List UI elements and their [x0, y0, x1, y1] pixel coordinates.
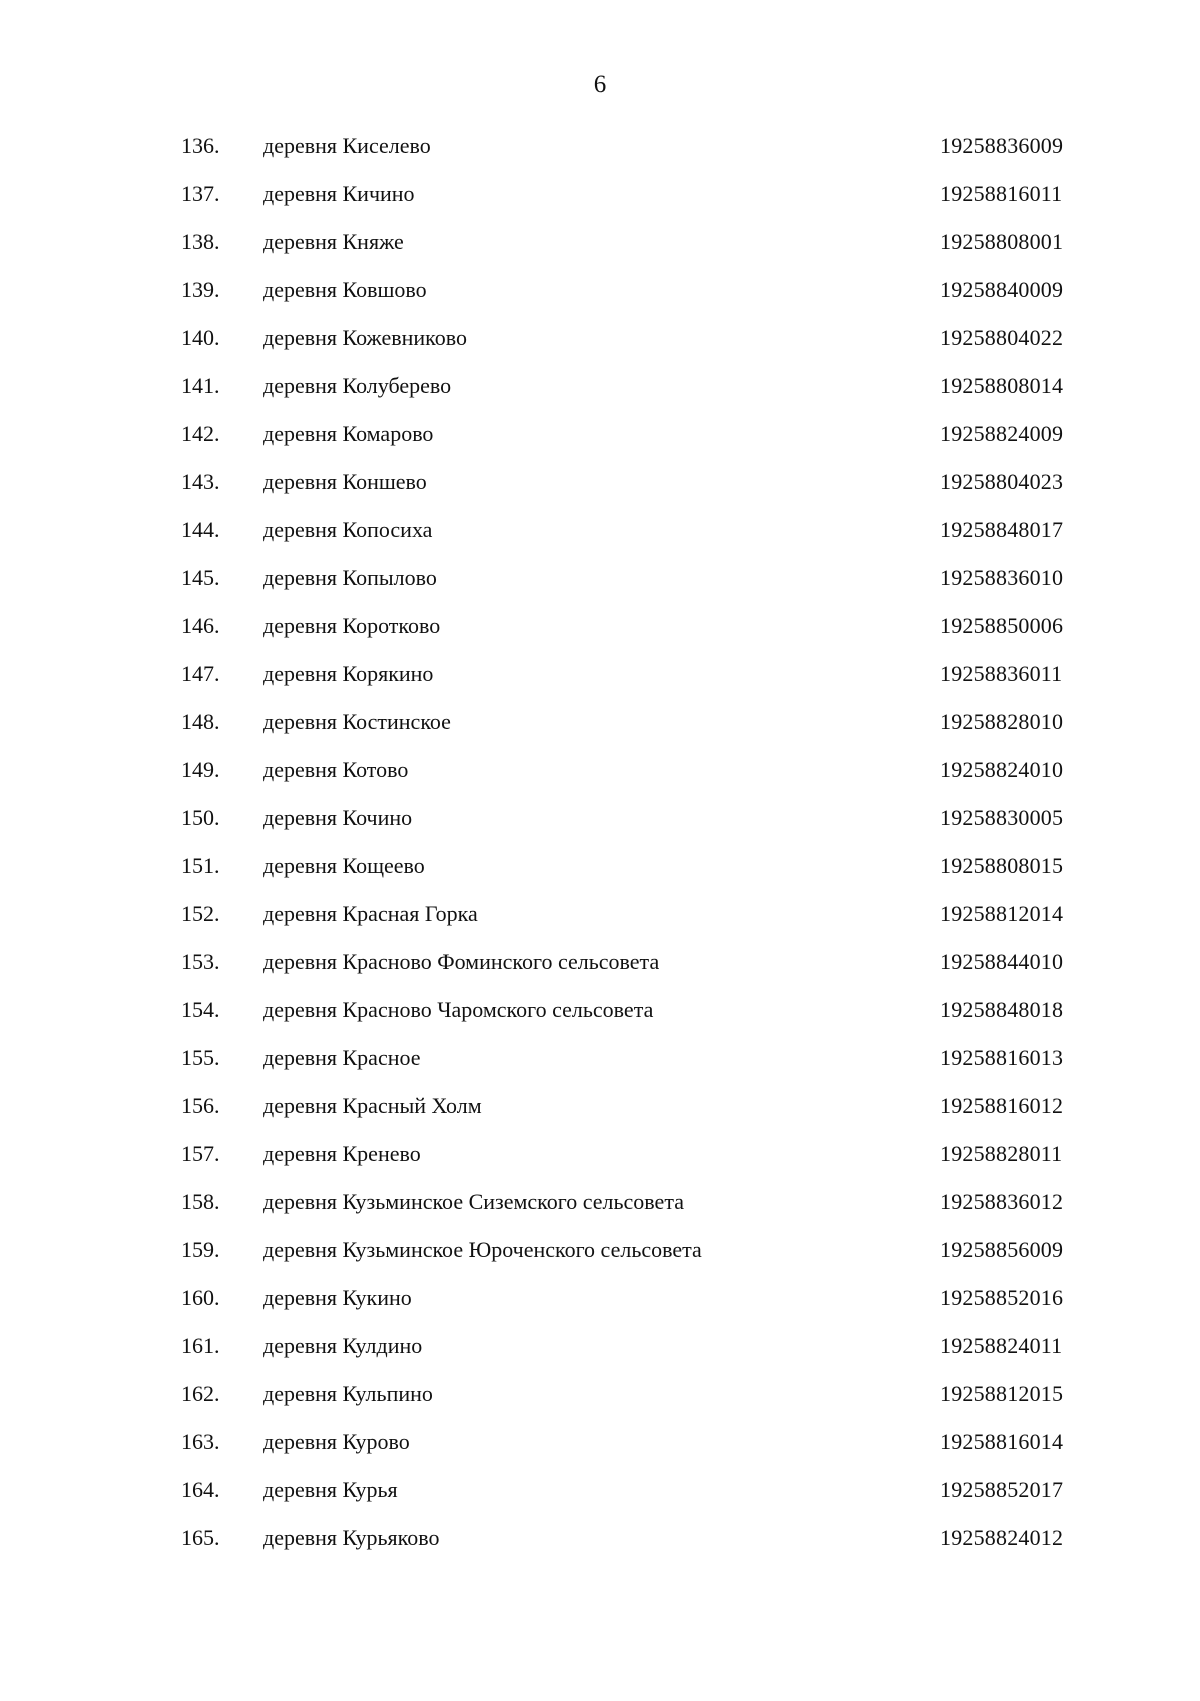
list-row: [0, 707, 1200, 755]
settlement-name: деревня Кренево: [263, 1141, 421, 1166]
oktmo-code: 19258840009: [940, 277, 1064, 302]
row-number: 158.: [181, 1189, 220, 1214]
list-row: [0, 1379, 1200, 1427]
row-number: 154.: [181, 997, 220, 1022]
list-row: [0, 659, 1200, 707]
oktmo-code: 19258852016: [940, 1285, 1064, 1310]
row-number: 139.: [181, 277, 220, 302]
oktmo-code: 19258812015: [940, 1381, 1064, 1406]
settlement-name: деревня Кочино: [263, 805, 413, 830]
settlement-list: [0, 131, 1200, 1571]
settlement-name: деревня Копосиха: [263, 517, 433, 542]
list-row: [0, 1427, 1200, 1475]
settlement-name: деревня Копылово: [263, 565, 437, 590]
list-row: [0, 275, 1200, 323]
list-row: [0, 1523, 1200, 1571]
list-row: [0, 1235, 1200, 1283]
list-row: [0, 851, 1200, 899]
oktmo-code: 19258850006: [940, 613, 1064, 638]
settlement-name: деревня Кулдино: [263, 1333, 423, 1358]
list-row: [0, 803, 1200, 851]
oktmo-code: 19258830005: [940, 805, 1064, 830]
settlement-name: деревня Котово: [263, 757, 409, 782]
row-number: 147.: [181, 661, 220, 686]
oktmo-code: 19258828010: [940, 709, 1064, 734]
oktmo-code: 19258824009: [940, 421, 1064, 446]
settlement-name: деревня Красное: [263, 1045, 421, 1070]
row-number: 150.: [181, 805, 220, 830]
oktmo-code: 19258804022: [940, 325, 1064, 350]
page-number: 6: [593, 71, 607, 98]
settlement-name: деревня Курово: [263, 1429, 410, 1454]
row-number: 156.: [181, 1093, 220, 1118]
oktmo-code: 19258848017: [940, 517, 1064, 542]
settlement-name: деревня Корякино: [263, 661, 434, 686]
list-row: [0, 1091, 1200, 1139]
settlement-name: деревня Коротково: [263, 613, 441, 638]
row-number: 161.: [181, 1333, 220, 1358]
list-row: [0, 563, 1200, 611]
oktmo-code: 19258812014: [940, 901, 1064, 926]
list-row: [0, 899, 1200, 947]
oktmo-code: 19258844010: [940, 949, 1064, 974]
list-row: [0, 467, 1200, 515]
list-row: [0, 995, 1200, 1043]
list-row: [0, 179, 1200, 227]
settlement-name: деревня Красново Чаромского сельсовета: [263, 997, 654, 1022]
row-number: 143.: [181, 469, 220, 494]
oktmo-code: 19258816011: [940, 181, 1063, 206]
settlement-name: деревня Коншево: [263, 469, 427, 494]
oktmo-code: 19258816013: [940, 1045, 1064, 1070]
oktmo-code: 19258808001: [940, 229, 1064, 254]
settlement-name: деревня Красная Горка: [263, 901, 478, 926]
settlement-name: деревня Колуберево: [263, 373, 452, 398]
list-row: [0, 515, 1200, 563]
settlement-name: деревня Кичино: [263, 181, 415, 206]
row-number: 145.: [181, 565, 220, 590]
list-row: [0, 131, 1200, 179]
oktmo-code: 19258824011: [940, 1333, 1063, 1358]
settlement-name: деревня Кожевниково: [263, 325, 467, 350]
settlement-name: деревня Княже: [263, 229, 404, 254]
list-row: [0, 611, 1200, 659]
list-row: [0, 1187, 1200, 1235]
settlement-name: деревня Красново Фоминского сельсовета: [263, 949, 660, 974]
oktmo-code: 19258828011: [940, 1141, 1063, 1166]
row-number: 162.: [181, 1381, 220, 1406]
list-row: [0, 323, 1200, 371]
oktmo-code: 19258836012: [940, 1189, 1064, 1214]
settlement-name: деревня Красный Холм: [263, 1093, 482, 1118]
oktmo-code: 19258816012: [940, 1093, 1064, 1118]
row-number: 159.: [181, 1237, 220, 1262]
row-number: 151.: [181, 853, 220, 878]
row-number: 146.: [181, 613, 220, 638]
settlement-name: деревня Киселево: [263, 133, 431, 158]
list-row: [0, 1475, 1200, 1523]
oktmo-code: 19258816014: [940, 1429, 1064, 1454]
settlement-name: деревня Кощеево: [263, 853, 425, 878]
row-number: 149.: [181, 757, 220, 782]
row-number: 141.: [181, 373, 220, 398]
list-row: [0, 1043, 1200, 1091]
settlement-name: деревня Курьяково: [263, 1525, 440, 1550]
settlement-name: деревня Ковшово: [263, 277, 427, 302]
row-number: 148.: [181, 709, 220, 734]
row-number: 140.: [181, 325, 220, 350]
row-number: 164.: [181, 1477, 220, 1502]
list-row: [0, 755, 1200, 803]
row-number: 136.: [181, 133, 220, 158]
row-number: 138.: [181, 229, 220, 254]
row-number: 144.: [181, 517, 220, 542]
row-number: 142.: [181, 421, 220, 446]
list-row: [0, 419, 1200, 467]
oktmo-code: 19258804023: [940, 469, 1064, 494]
settlement-name: деревня Костинское: [263, 709, 451, 734]
settlement-name: деревня Курья: [263, 1477, 398, 1502]
oktmo-code: 19258808015: [940, 853, 1064, 878]
settlement-name: деревня Кукино: [263, 1285, 412, 1310]
oktmo-code: 19258836010: [940, 565, 1064, 590]
oktmo-code: 19258824012: [940, 1525, 1064, 1550]
list-row: [0, 947, 1200, 995]
list-row: [0, 1331, 1200, 1379]
settlement-name: деревня Кузьминское Сиземского сельсовета: [263, 1189, 684, 1214]
row-number: 153.: [181, 949, 220, 974]
settlement-name: деревня Комарово: [263, 421, 434, 446]
row-number: 160.: [181, 1285, 220, 1310]
oktmo-code: 19258836009: [940, 133, 1064, 158]
row-number: 152.: [181, 901, 220, 926]
oktmo-code: 19258808014: [940, 373, 1064, 398]
row-number: 165.: [181, 1525, 220, 1550]
row-number: 155.: [181, 1045, 220, 1070]
oktmo-code: 19258836011: [940, 661, 1063, 686]
list-row: [0, 227, 1200, 275]
settlement-name: деревня Кульпино: [263, 1381, 433, 1406]
list-row: [0, 371, 1200, 419]
oktmo-code: 19258856009: [940, 1237, 1064, 1262]
row-number: 157.: [181, 1141, 220, 1166]
list-row: [0, 1139, 1200, 1187]
row-number: 137.: [181, 181, 220, 206]
oktmo-code: 19258852017: [940, 1477, 1064, 1502]
list-row: [0, 1283, 1200, 1331]
oktmo-code: 19258848018: [940, 997, 1064, 1022]
oktmo-code: 19258824010: [940, 757, 1064, 782]
settlement-name: деревня Кузьминское Юроченского сельсовета: [263, 1237, 702, 1262]
row-number: 163.: [181, 1429, 220, 1454]
